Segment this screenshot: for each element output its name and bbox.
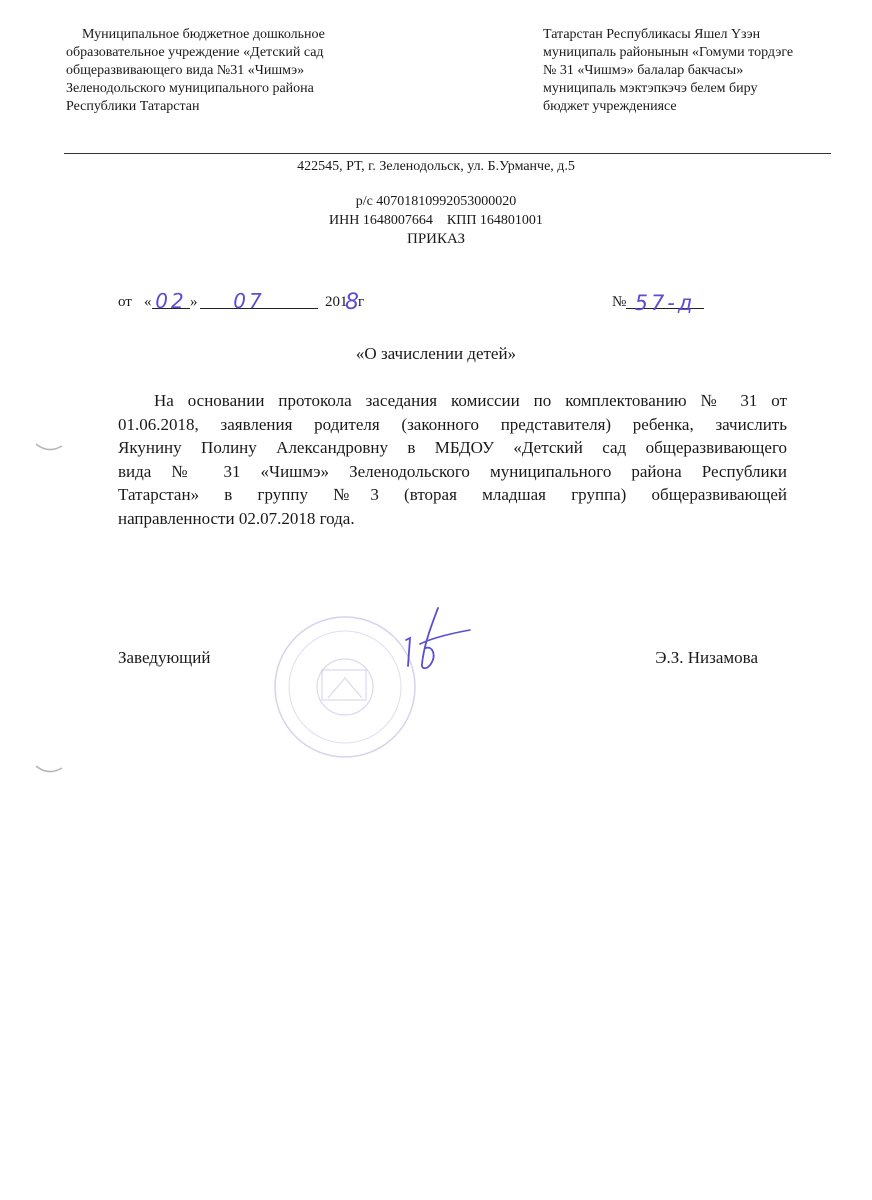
inn-kpp-line: ИНН 1648007664 КПП 164801001 xyxy=(329,213,543,228)
punch-hole-mark xyxy=(34,762,64,776)
date-close-quote: » xyxy=(190,294,198,310)
address-line: 422545, РТ, г. Зеленодольск, ул. Б.Урманче, д.5 xyxy=(297,159,575,174)
order-body xyxy=(118,389,787,530)
document-title: ПРИКАЗ xyxy=(407,231,465,247)
header-left-line: Зеленодольского муниципального района xyxy=(66,81,314,96)
signatory-name: Э.З. Низамова xyxy=(655,648,758,667)
body-line: вида № 31 «Чишмэ» Зеленодольского муниципального района Республики xyxy=(118,461,787,481)
handwritten-day: 02 xyxy=(155,289,187,313)
punch-hole-mark xyxy=(34,440,64,454)
header-left-line: образовательное учреждение «Детский сад xyxy=(66,45,324,60)
header-left-line: Республики Татарстан xyxy=(66,99,200,114)
body-line: направленности 02.07.2018 года. xyxy=(118,508,355,528)
body-line: Якунину Полину Александровну в МБДОУ «Детский сад общеразвивающего xyxy=(118,438,787,457)
signature-row xyxy=(118,648,758,672)
header-left-org xyxy=(66,26,426,116)
number-label: № xyxy=(612,294,627,310)
header-right-line: бюджет учреждениясе xyxy=(543,99,677,114)
header-left-line: общеразвивающего вида №31 «Чишмэ» xyxy=(66,63,305,78)
signatory-role: Заведующий xyxy=(118,648,211,667)
handwritten-year-digit: 8 xyxy=(345,290,359,315)
header-right-line: Татарстан Республикасы Яшел Үзэн xyxy=(543,27,761,42)
order-subject: «О зачислении детей» xyxy=(355,344,517,363)
header-divider xyxy=(64,153,831,154)
year-suffix: г xyxy=(358,294,365,310)
handwritten-order-number: 57-д xyxy=(634,291,696,315)
body-line: На основании протокола заседания комиссии по комплектованию № 31 от xyxy=(154,391,787,410)
header-right-line: № 31 «Чишмэ» балалар бакчасы» xyxy=(543,63,744,78)
header-right-line: муниципаль районынын «Гомуми тордэге xyxy=(543,45,794,60)
header-right-line: муниципаль мэктэпкэчэ белем биру xyxy=(543,81,758,96)
handwritten-month: 07 xyxy=(233,289,265,313)
body-line: 01.06.2018, заявления родителя (законного представителя) ребенка, зачислить xyxy=(118,414,787,434)
header-left-line: Муниципальное бюджетное дошкольное xyxy=(82,27,325,42)
date-prefix: от xyxy=(118,294,132,310)
order-date-row xyxy=(118,289,738,315)
date-open-quote: « xyxy=(144,294,152,310)
year-printed: 201 xyxy=(325,294,348,310)
account-line: р/с 40701810992053000020 xyxy=(355,194,517,209)
body-line: Татарстан» в группу №3 (вторая младшая группа) общеразвивающей xyxy=(118,485,787,504)
header-right-org xyxy=(543,26,843,116)
